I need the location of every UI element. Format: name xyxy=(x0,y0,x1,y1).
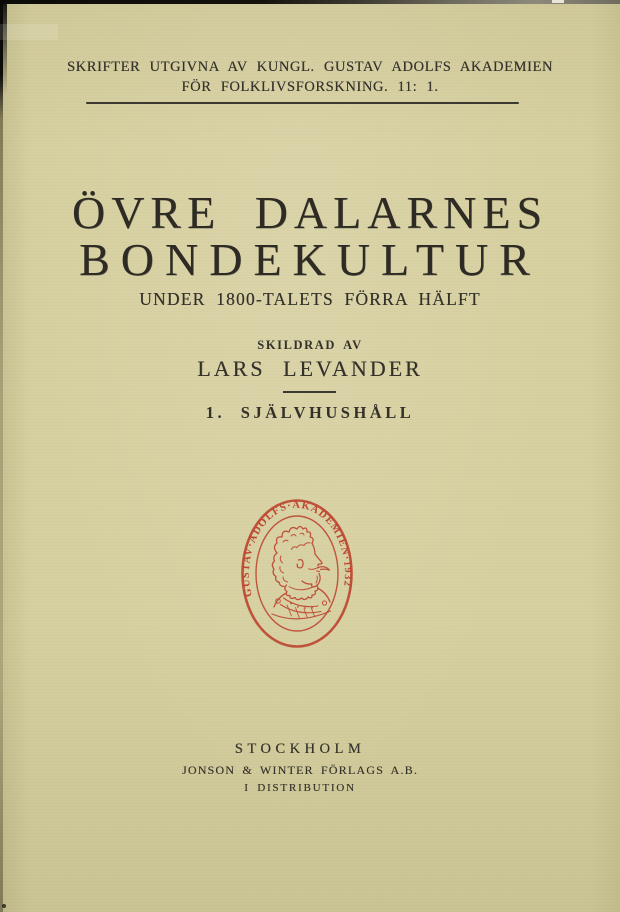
series-line-2: FÖR FOLKLIVSFORSKNING. 11: 1. xyxy=(181,79,439,95)
author-name: LARS LEVANDER xyxy=(197,356,423,381)
scan-edge-top xyxy=(0,0,620,4)
series-line-1: SKRIFTER UTGIVNA AV KUNGL. GUSTAV ADOLFS AKADEMIEN xyxy=(67,59,553,75)
imprint-block xyxy=(0,741,620,794)
series-heading xyxy=(0,57,620,97)
scan-edge-notch xyxy=(552,0,564,3)
title-line-2: BONDEKULTUR xyxy=(79,234,541,285)
paper-light-patch xyxy=(0,24,58,40)
part-title: 1. SJÄLVHUSHÅLL xyxy=(205,403,415,422)
book-title xyxy=(0,189,620,283)
seal-legend-text xyxy=(241,500,353,598)
subtitle: UNDER 1800-TALETS FÖRRA HÄLFT xyxy=(139,289,481,309)
divider-rule xyxy=(86,102,519,104)
author-divider-rule xyxy=(283,391,336,393)
imprint-distribution: I DISTRIBUTION xyxy=(244,782,356,794)
byline-label: SKILDRAD AV xyxy=(257,338,363,352)
seal-legend: GUSTAV·ADOLFS·AKADEMIEN·1932 xyxy=(240,499,354,598)
imprint-publisher: JONSON & WINTER FÖRLAGS A.B. xyxy=(181,763,419,777)
academy-seal xyxy=(239,497,355,650)
paper-speck xyxy=(2,904,6,908)
imprint-city: STOCKHOLM xyxy=(234,741,366,757)
gustav-adolf-portrait xyxy=(272,527,331,619)
title-line-1: ÖVRE DALARNES xyxy=(71,187,549,238)
